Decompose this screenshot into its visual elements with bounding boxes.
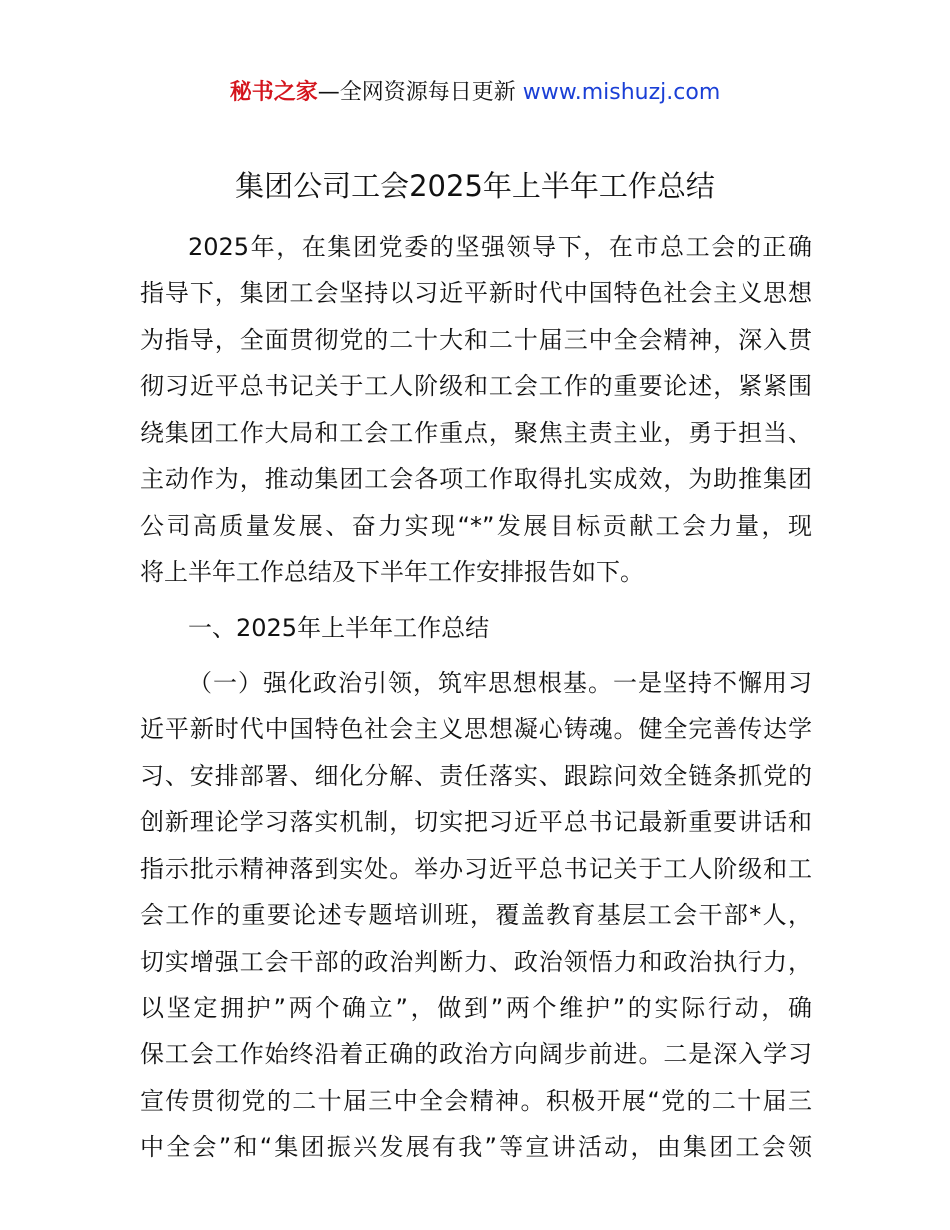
paragraph-political-guidance	[140, 660, 812, 1171]
paragraph-line: 主动作为，推动集团工会各项工作取得扎实成效，为助推集团	[140, 465, 812, 494]
paragraph-line: 绕集团工作大局和工会工作重点，聚焦主责主业，勇于担当、	[140, 418, 812, 447]
section-heading: 一、2025年上半年工作总结	[188, 613, 490, 642]
paragraph-line: 2025年，在集团党委的坚强领导下，在市总工会的正确	[188, 233, 812, 261]
paragraph-line: 为指导，全面贯彻党的二十大和二十届三中全会精神，深入贯	[140, 325, 812, 354]
paragraph-line: 指示批示精神落到实处。举办习近平总书记关于工人阶级和工	[140, 854, 812, 883]
paragraph-line: 创新理论学习落实机制，切实把习近平总书记最新重要讲话和	[140, 808, 812, 837]
paragraph-line: 会工作的重要论述专题培训班，覆盖教育基层工会干部*人，	[140, 901, 812, 930]
paragraph-intro	[140, 224, 812, 596]
paragraph-line: 彻习近平总书记关于工人阶级和工会工作的重要论述，紧紧围	[140, 372, 812, 401]
site-url-link[interactable]: www.mishuzj.com	[522, 80, 721, 105]
paragraph-line: 公司高质量发展、奋力实现“*”发展目标贡献工会力量，现	[140, 511, 812, 540]
document-body	[140, 224, 812, 1171]
document-title: 集团公司工会2025年上半年工作总结	[235, 169, 715, 203]
paragraph-line: 以坚定拥护”两个确立”，做到”两个维护”的实际行动，确	[140, 994, 812, 1022]
paragraph-line: 中全会”和“集团振兴发展有我”等宣讲活动，由集团工会领	[140, 1133, 812, 1162]
paragraph-line: 习、安排部署、细化分解、责任落实、跟踪问效全链条抓党的	[140, 761, 812, 790]
site-header	[0, 78, 950, 108]
brand-name: 秘书之家	[229, 80, 318, 105]
header-tagline: —全网资源每日更新	[317, 80, 516, 105]
paragraph-line: 保工会工作始终沿着正确的政治方向阔步前进。二是深入学习	[140, 1040, 812, 1069]
paragraph-line: 宣传贯彻党的二十届三中全会精神。积极开展“党的二十届三	[140, 1086, 812, 1115]
paragraph-line: （一）强化政治引领，筑牢思想根基。一是坚持不懈用习	[188, 668, 812, 697]
paragraph-line: 近平新时代中国特色社会主义思想凝心铸魂。健全完善传达学	[140, 715, 812, 744]
paragraph-line: 将上半年工作总结及下半年工作安排报告如下。	[140, 558, 644, 587]
paragraph-line: 指导下，集团工会坚持以习近平新时代中国特色社会主义思想	[140, 279, 812, 308]
paragraph-line: 切实增强工会干部的政治判断力、政治领悟力和政治执行力，	[140, 947, 812, 976]
